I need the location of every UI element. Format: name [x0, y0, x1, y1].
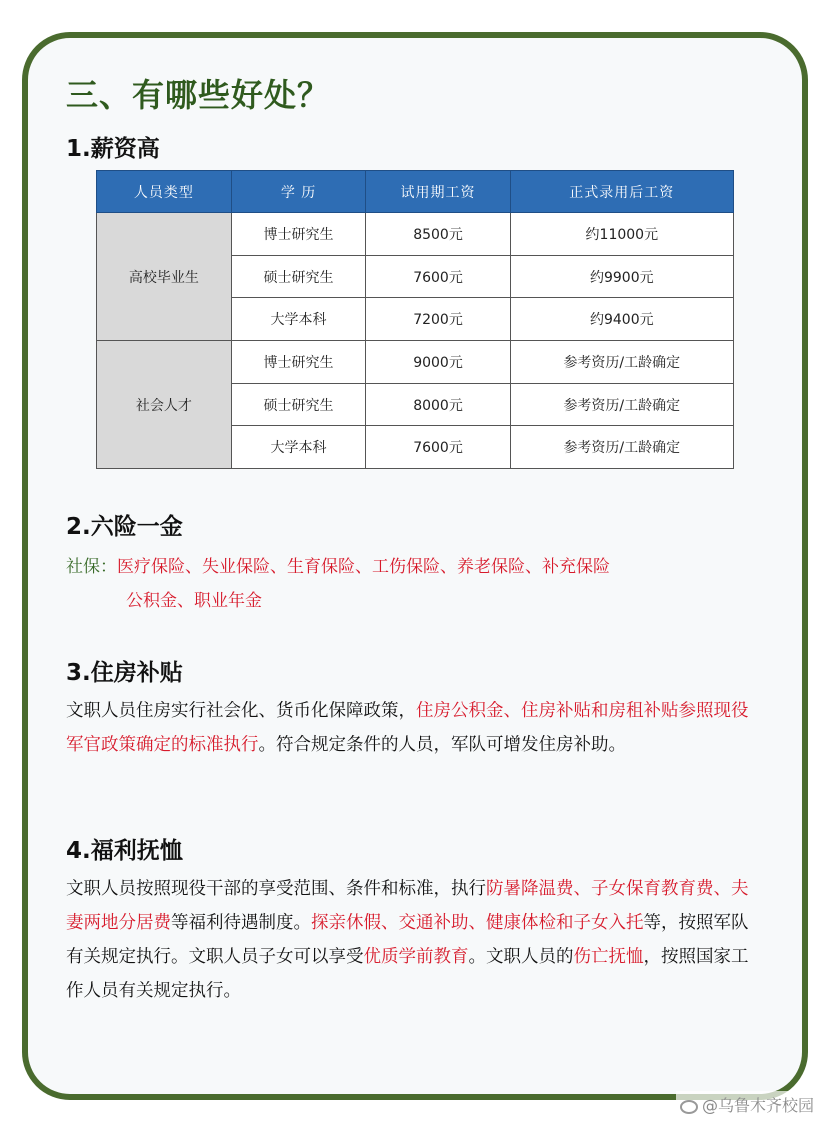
highlight-text: 防暑降温费、子女保育教育费、夫妻两地分居费 — [66, 879, 749, 933]
paragraph-text: 。符合规定条件的人员，军队可增发住房补助。 — [258, 735, 626, 755]
table-cell: 约9400元 — [510, 298, 733, 341]
table-cell: 8000元 — [366, 383, 510, 426]
table-cell: 7200元 — [366, 298, 510, 341]
group-cell: 社会人才 — [97, 341, 232, 469]
column-header: 试用期工资 — [366, 171, 510, 213]
highlight-text: 伤亡抚恤 — [573, 947, 644, 967]
group-cell: 高校毕业生 — [97, 213, 232, 341]
column-header: 人员类型 — [97, 171, 232, 213]
section-title-insurance: 2.六险一金 — [66, 514, 183, 540]
column-header: 正式录用后工资 — [510, 171, 733, 213]
table-cell: 8500元 — [366, 213, 510, 256]
highlight-text: 探亲休假、交通补助、健康体检和子女入托 — [311, 913, 644, 933]
housing-paragraph — [66, 694, 756, 762]
table-cell: 约11000元 — [510, 213, 733, 256]
paragraph-text: 文职人员住房实行社会化、货币化保障政策， — [66, 701, 416, 721]
insurance-items-extra: 公积金、职业年金 — [126, 591, 262, 611]
table-cell: 7600元 — [366, 426, 510, 469]
table-cell: 硕士研究生 — [231, 383, 366, 426]
watermark — [676, 1091, 818, 1118]
table-cell: 博士研究生 — [231, 213, 366, 256]
section-title-housing: 3.住房补贴 — [66, 660, 183, 686]
table-cell: 参考资历/工龄确定 — [510, 426, 733, 469]
insurance-label: 社保： — [66, 557, 117, 577]
table-cell: 博士研究生 — [231, 341, 366, 384]
table-cell: 9000元 — [366, 341, 510, 384]
weibo-icon — [680, 1100, 698, 1114]
salary-table — [96, 170, 734, 469]
paragraph-text: 。文职人员的 — [468, 947, 574, 967]
watermark-text: @乌鲁木齐校园 — [701, 1096, 814, 1115]
column-header: 学 历 — [231, 171, 366, 213]
insurance-items: 医疗保险、失业保险、生育保险、工伤保险、养老保险、补充保险 — [117, 557, 610, 577]
page-title: 三、有哪些好处？ — [66, 76, 331, 114]
paragraph-text: ，按照国家工作人员有关规定执行。 — [66, 947, 749, 1001]
table-cell: 7600元 — [366, 255, 510, 298]
highlight-text: 优质学前教育 — [363, 947, 469, 967]
highlight-text: 住房公积金、住房补贴和房租补贴参照现役军官政策确定的标准执行 — [66, 701, 749, 755]
insurance-list — [66, 550, 766, 618]
table-cell: 约9900元 — [510, 255, 733, 298]
table-row — [97, 341, 734, 384]
table-cell: 参考资历/工龄确定 — [510, 383, 733, 426]
table-header-row — [97, 171, 734, 213]
paragraph-text: 等福利待遇制度。 — [171, 913, 311, 933]
paragraph-text: 文职人员按照现役干部的享受范围、条件和标准，执行 — [66, 879, 486, 899]
welfare-paragraph — [66, 872, 756, 1008]
table-cell: 参考资历/工龄确定 — [510, 341, 733, 384]
table-cell: 硕士研究生 — [231, 255, 366, 298]
paragraph-text: 等，按照军队有关规定执行。文职人员子女可以享受 — [66, 913, 749, 967]
section-title-welfare: 4.福利抚恤 — [66, 838, 183, 864]
table-row — [97, 213, 734, 256]
table-cell: 大学本科 — [231, 426, 366, 469]
section-title-salary: 1.薪资高 — [66, 136, 160, 162]
table-cell: 大学本科 — [231, 298, 366, 341]
